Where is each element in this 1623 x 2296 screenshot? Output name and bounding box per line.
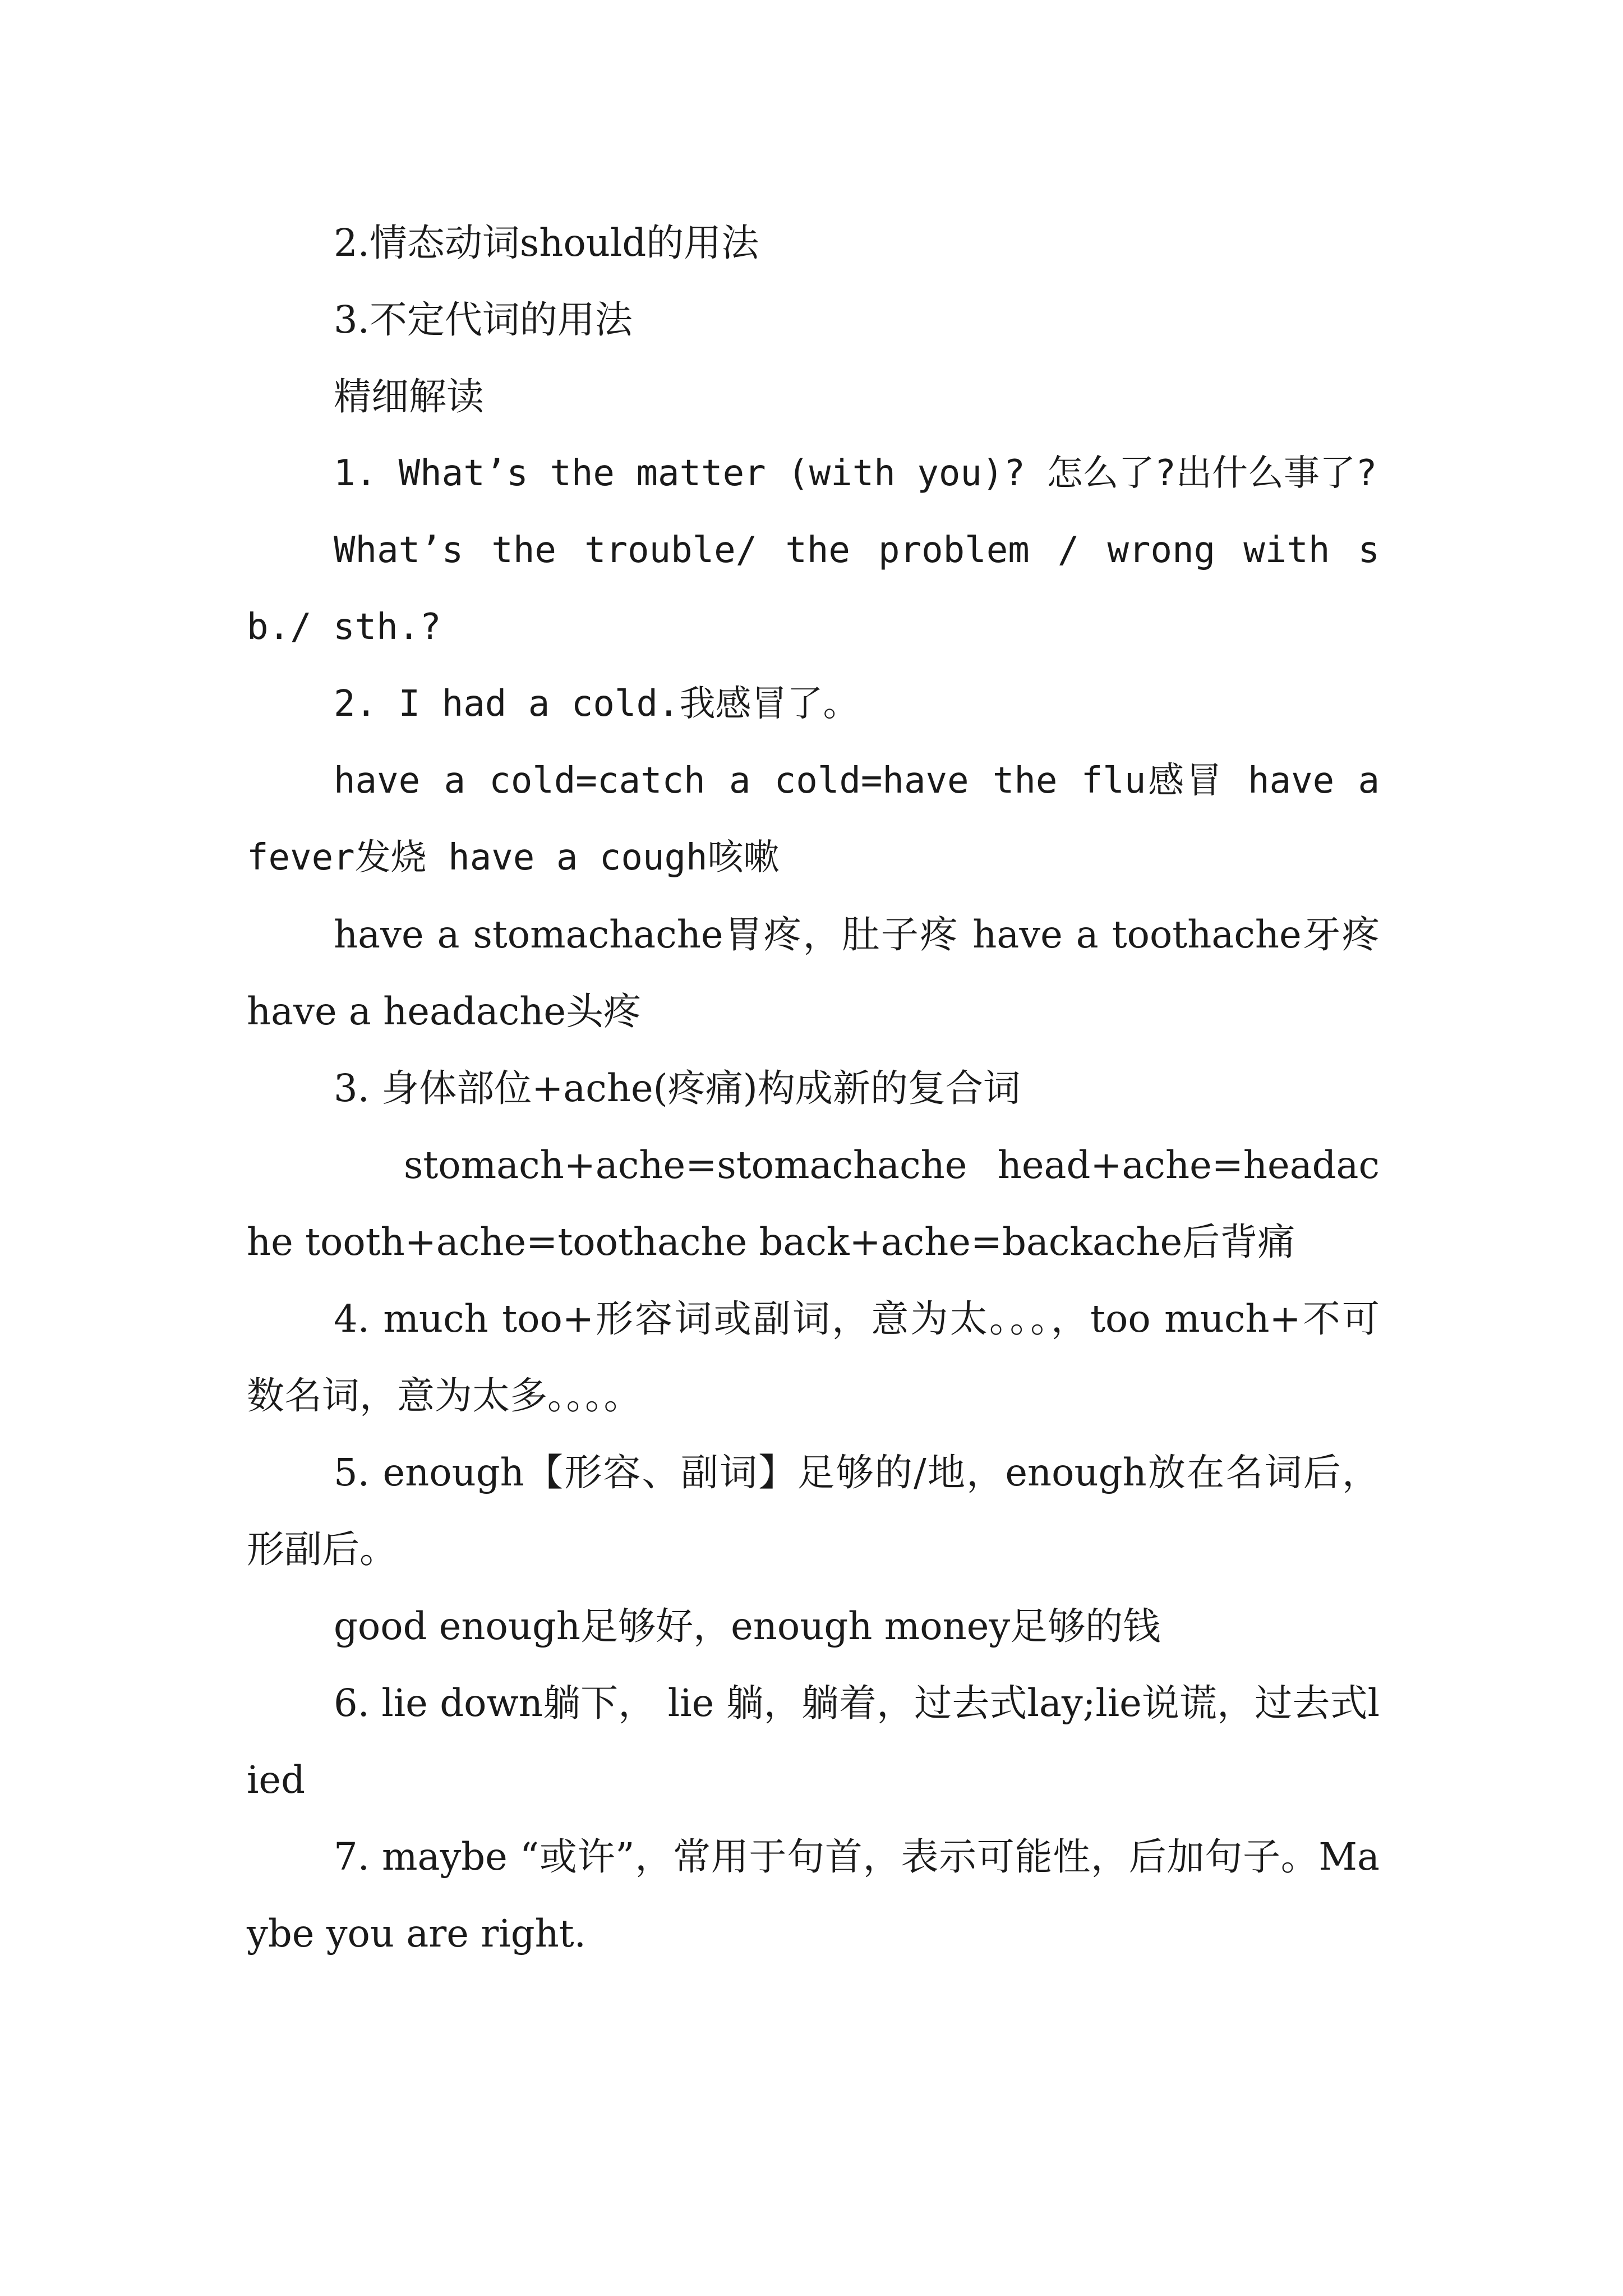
point-1-alternatives: What’s the trouble/ the problem / wrong with sb./ sth.?: [247, 530, 1380, 648]
document-body: [247, 205, 1380, 1972]
point-6-lie-down: 6. lie down躺下， lie 躺，躺着，过去式lay;lie说谎，过去式lied: [247, 1681, 1380, 1802]
point-1-whats-the-matter: 1. What’s the matter (with you)? 怎么了?出什么事了?: [334, 453, 1377, 494]
section-title-detailed-reading: 精细解读: [334, 375, 484, 418]
point-5-enough-examples: good enough足够好，enough money足够的钱: [334, 1604, 1161, 1648]
point-2-had-a-cold: 2. I had a cold.我感冒了。: [334, 683, 859, 725]
point-4-much-too-too-much: 4. much too+形容词或副词，意为太。。。，too much+不可数名词，意为太多。。。。: [247, 1297, 1380, 1418]
point-2-ache-phrases: have a stomachache胃疼，肚子疼 have a toothache牙疼 have a headache头疼: [247, 913, 1380, 1033]
point-7-maybe: 7. maybe “或许”，常用于句首，表示可能性，后加句子。Maybe you are right.: [247, 1835, 1380, 1955]
heading-modal-verb-should: 2.情态动词should的用法: [334, 221, 759, 265]
point-5-enough-usage: 5. enough【形容、副词】足够的/地，enough放在名词后，形副后。: [247, 1451, 1380, 1571]
heading-indefinite-pronouns: 3.不定代词的用法: [334, 298, 633, 342]
point-3-compound-examples: stomach+ache=stomachache head+ache=headache tooth+ache=toothache back+ache=backache后背痛: [247, 1143, 1380, 1264]
point-2-illness-phrases: have a cold=catch a cold=have the flu感冒 have a fever发烧 have a cough咳嗽: [247, 760, 1380, 878]
point-3-compound-words: 3. 身体部位+ache(疼痛)构成新的复合词: [334, 1066, 1021, 1110]
